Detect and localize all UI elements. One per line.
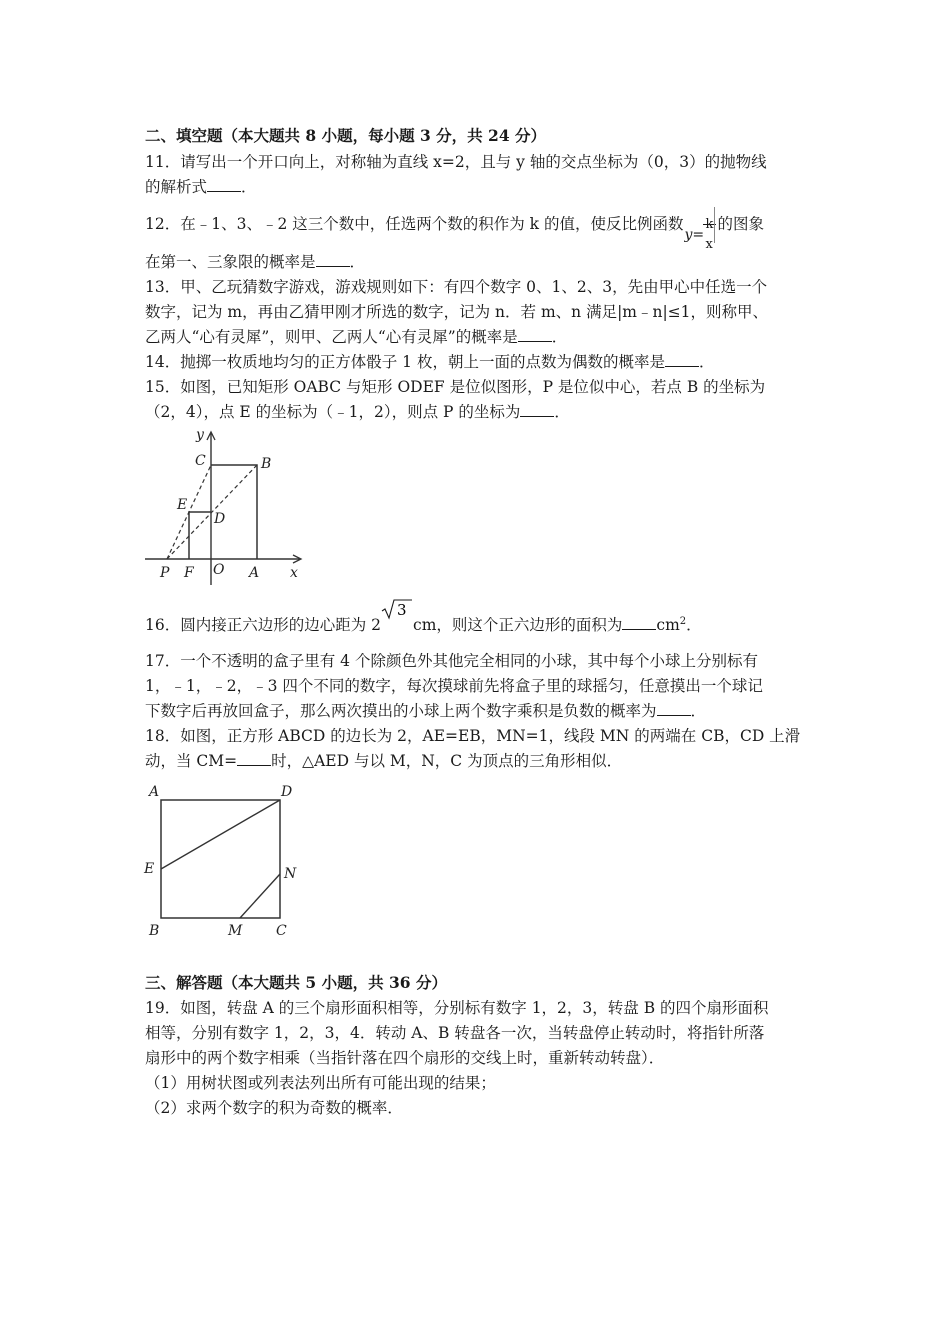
q12-line1	[145, 204, 764, 252]
label-a: A	[149, 784, 160, 800]
label-e: E	[177, 497, 188, 513]
label-b: B	[261, 456, 272, 472]
q19-line2: 相等，分别有数字 1，2，3，4．转动 A、B 转盘各一次，当转盘停止转动时，将指针所落	[145, 1024, 765, 1042]
label-b: B	[149, 923, 160, 939]
q12-text: 12．在﹣1、3、﹣2 这三个数中，任选两个数的积作为 k 的值，使反比例函数	[145, 215, 684, 233]
q11-line1: 11．请写出一个开口向上，对称轴为直线 x=2，且与 y 轴的交点坐标为（0，3）的抛物线	[145, 153, 767, 171]
answer-blank	[237, 751, 271, 766]
q15-line2	[145, 400, 570, 424]
q15-text: （2，4），点 E 的坐标为（﹣1，2），则点 P 的坐标为	[145, 403, 521, 421]
q14-line1	[145, 350, 714, 374]
fraction-y: y=	[684, 227, 705, 243]
q19-part1: （1）用树状图或列表法列出所有可能出现的结果；	[145, 1074, 496, 1092]
section-2-heading: 二、填空题（本大题共 8 小题，每小题 3 分，共 24 分）	[145, 126, 547, 145]
q12-line2	[145, 250, 365, 274]
q19-part2: （2）求两个数字的积为奇数的概率．	[145, 1099, 403, 1117]
q16-period: ．	[686, 616, 702, 635]
answer-blank	[657, 701, 691, 716]
q18-text: 动，当 CM=	[145, 752, 238, 770]
q18-square-figure	[140, 780, 310, 940]
q16-text: 16．圆内接正六边形的边心距为 2	[145, 616, 382, 635]
label-y: y	[196, 427, 204, 443]
fraction-k-over-x	[684, 205, 716, 252]
label-a: A	[249, 565, 260, 581]
q16-line1	[145, 601, 702, 637]
label-f: F	[184, 565, 194, 581]
q17-period: ．	[690, 702, 707, 720]
q18-line2	[145, 749, 622, 773]
label-c: C	[195, 453, 206, 469]
q11-period: ．	[241, 178, 257, 196]
q15-period: ．	[554, 403, 570, 421]
q12-text2: 在第一、三象限的概率是	[145, 253, 316, 271]
answer-blank	[622, 615, 656, 630]
sqrt-3	[381, 598, 413, 618]
radical-sign	[381, 598, 413, 620]
q15-coordinate-figure	[140, 425, 310, 590]
q19-line1: 19．如图，转盘 A 的三个扇形面积相等，分别标有数字 1，2，3，转盘 B 的四个扇形面积	[145, 999, 769, 1017]
q11-line2	[145, 175, 257, 199]
q11-text: 的解析式	[145, 178, 208, 196]
q13-line2: 数字，记为 m，再由乙猜甲刚才所选的数字，记为 n．若 m、n 满足|m﹣n|≤1，则称甲、	[145, 303, 769, 321]
label-p: P	[160, 565, 170, 581]
q17-line2: 1，﹣1，﹣2，﹣3 四个不同的数字，每次摸球前先将盒子里的球摇匀，任意摸出一个球记	[145, 677, 763, 695]
label-e: E	[144, 861, 155, 877]
answer-blank	[665, 352, 699, 367]
section-3-heading: 三、解答题（本大题共 5 小题，共 36 分）	[145, 973, 447, 992]
segment-mn	[240, 874, 280, 918]
segment-ed	[161, 800, 280, 869]
q14-text: 14．抛掷一枚质地均匀的正方体骰子 1 枚，朝上一面的点数为偶数的概率是	[145, 353, 665, 371]
label-c: C	[276, 923, 287, 939]
q13-line1: 13．甲、乙玩猜数字游戏，游戏规则如下：有四个数字 0、1、2、3，先由甲心中任选一个	[145, 278, 768, 296]
q16-exponent: 2	[679, 616, 687, 627]
q17-line3	[145, 699, 706, 723]
q17-text: 下数字后再放回盒子，那么两次摸出的小球上两个数字乘积是负数的概率为	[145, 702, 657, 720]
fraction-denominator: x	[705, 237, 713, 252]
answer-blank	[207, 177, 241, 192]
q13-line3	[145, 325, 567, 349]
label-d: D	[281, 784, 293, 800]
label-o: O	[213, 562, 225, 578]
rectangle-odef	[189, 512, 211, 559]
q16-unit: cm	[656, 616, 680, 635]
fraction-frame	[714, 207, 715, 243]
q12-period: ．	[349, 253, 366, 271]
label-n: N	[284, 866, 297, 882]
answer-blank	[520, 402, 554, 417]
q13-period: ．	[551, 328, 568, 346]
q18-line1: 18．如图，正方形 ABCD 的边长为 2，AE=EB，MN=1，线段 MN 的两端在 CB，CD 上滑	[145, 727, 801, 745]
label-m: M	[228, 923, 243, 939]
sqrt-argument: 3	[397, 601, 407, 619]
q18-text2: 时，△AED 与以 M，N，C 为顶点的三角形相似．	[271, 752, 623, 770]
q12-text-end: 的图象	[717, 215, 764, 233]
answer-blank	[518, 327, 552, 342]
answer-blank	[316, 252, 350, 267]
q14-period: ．	[698, 353, 715, 371]
label-x: x	[290, 565, 298, 581]
q15-line1: 15．如图，已知矩形 OABC 与矩形 ODEF 是位似图形，P 是位似中心，若点 B 的坐标为	[145, 378, 766, 396]
label-d: D	[214, 511, 226, 527]
q19-line3: 扇形中的两个数字相乘（当指针落在四个扇形的交线上时，重新转动转盘）．	[145, 1049, 665, 1067]
q13-text: 乙两人“心有灵犀”，则甲、乙两人“心有灵犀”的概率是	[145, 328, 518, 346]
q16-text2: cm，则这个正六边形的面积为	[413, 616, 623, 635]
fraction-numerator: k	[705, 217, 714, 232]
q17-line1: 17．一个不透明的盒子里有 4 个除颜色外其他完全相同的小球，其中每个小球上分别标有	[145, 652, 758, 670]
